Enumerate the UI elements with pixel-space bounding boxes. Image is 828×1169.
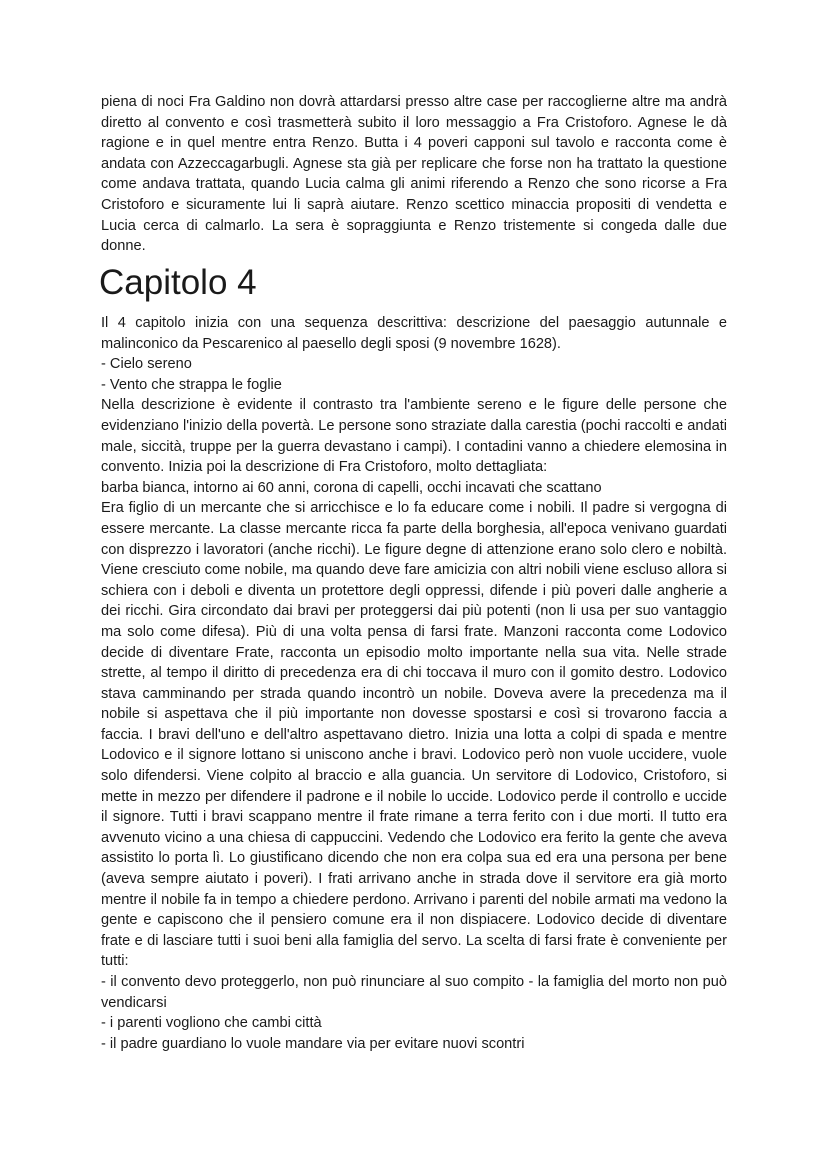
reason-item: - i parenti vogliono che cambi città <box>101 1015 322 1032</box>
reason-item: - il padre guardiano lo vuole mandare via per evitare nuovi scontri <box>101 1035 525 1052</box>
chapter-body <box>101 313 727 1054</box>
reason-item: - il convento devo proteggerlo, non può rinunciare al suo compito - la famiglia del morto non può vendicarsi <box>101 974 727 1011</box>
landscape-item: - Vento che strappa le foglie <box>101 376 282 393</box>
chapter-title: Capitolo 4 <box>99 263 257 302</box>
intro-paragraph: piena di noci Fra Galdino non dovrà attardarsi presso altre case per raccoglierne altre ma andrà diretto al convento e così trasmetterà subito il loro messaggio a Fra Cristoforo. Agnese le dà ragione e in quel mentre entra Renzo. Butta i 4 poveri capponi sul tavolo e racconta come è andata con Azzeccagarbugli. Agnese sta già per replicare che forse non ha trattato la questione come andava trattata, quando Lucia calma gli animi riferendo a Renzo che sono ricorse a Fra Cristoforo e sicuramente lui li saprà aiutare. Renzo scettico minaccia propositi di vendetta e Lucia cerca di calmarlo. La sera è sopraggiunta e Renzo tristemente si congeda dalle due donne. <box>101 94 727 255</box>
opening-paragraph: Il 4 capitolo inizia con una sequenza descrittiva: descrizione del paesaggio autunnale e malinconico da Pescarenico al paesello degli sposi (9 novembre 1628). <box>101 315 727 352</box>
landscape-item: - Cielo sereno <box>101 356 192 373</box>
story-paragraph: Era figlio di un mercante che si arricchisce e lo fa educare come i nobili. Il padre si vergogna di essere mercante. La classe mercante ricca fa parte della borghesia, all'epoca venivano guardati con disprezzo i lavoratori (anche ricchi). Le figure degne di attenzione erano solo clero e nobiltà. Viene cresciuto come nobile, ma quando deve fare amicizia con altri nobili viene escluso allora si schiera con i deboli e diventa un protettore degli oppressi, difende i più poveri dalle angherie a dei ricchi. Gira circondato dai bravi per proteggersi dai più potenti (non li usa per suo vantaggio ma solo come difesa). Più di una volta pensa di farsi frate. Manzoni racconta come Lodovico decide di diventare Frate, racconta un episodio molto importante nella sua vita. Nelle strade strette, al tempo il diritto di precedenza era di chi toccava il muro con il gomito destro. Lodovico stava camminando per strada quando incontrò un nobile. Doveva avere la precedenza ma il nobile si aspettava che il più importante non dovesse spostarsi e così si trovarono faccia a faccia. I bravi dell'uno e dell'altro aspettavano dietro. Inizia una lotta a colpi di spada e mentre Lodovico e il signore lottano si uniscono anche i bravi. Lodovico però non vuole uccidere, vuole solo difendersi. Viene colpito al braccio e alla guancia. Un servitore di Lodovico, Cristoforo, si mette in mezzo per difendere il padrone e il nobile lo uccide. Lodovico perde il controllo e uccide il signore. Tutti i bravi scappano mentre il frate rimane a terra ferito con i due morti. Il tutto era avvenuto vicino a una chiesa di cappuccini. Vedendo che Lodovico era ferito la gente che aveva assistito lo porta lì. Lo giustificano dicendo che non era colpa sua ed era una persona per bene (aveva sempre aiutato i poveri). I frati arrivano anche in strada dove il servitore era già morto mentre il nobile fa in tempo a chiedere perdono. Arrivano i parenti del nobile armati ma vedono la gente e capiscono che il pensiero comune era il non dispiacere. Lodovico decide di diventare frate e di lasciare tutti i suoi beni alla famiglia del servo. La scelta di farsi frate è conveniente per tutti: <box>101 500 727 970</box>
contrast-paragraph: Nella descrizione è evidente il contrasto tra l'ambiente sereno e le figure delle persone che evidenziano l'inizio della povertà. Le persone sono straziate dalla carestia (pochi raccolti e andati male, siccità, truppe per la guerra devastano i campi). I contadini vanno a chiedere elemosina in convento. Inizia poi la descrizione di Fra Cristoforo, molto dettagliata: <box>101 397 727 476</box>
portrait-line: barba bianca, intorno ai 60 anni, corona di capelli, occhi incavati che scattano <box>101 479 602 496</box>
